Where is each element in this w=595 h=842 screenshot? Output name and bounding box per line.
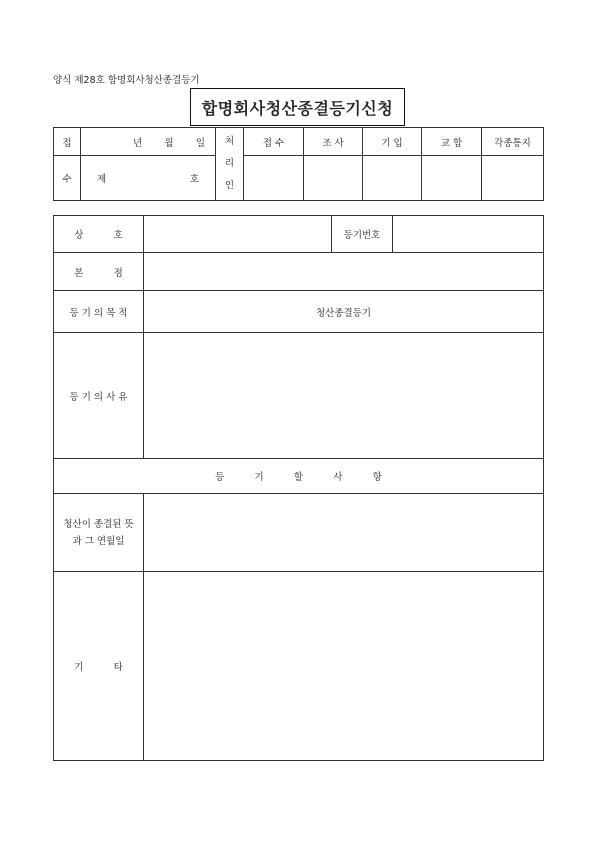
- purpose-label: 등 기 의 목 적: [54, 291, 144, 333]
- processor-char-2: 리: [224, 158, 235, 169]
- liquidation-label: [54, 494, 144, 572]
- other-label: 기 타: [54, 572, 144, 761]
- receipt-table: [53, 127, 544, 201]
- receipt-jeop-label: 접: [54, 128, 81, 156]
- col-header-receive: 접 수: [244, 128, 304, 156]
- col-header-collate: 교 합: [422, 128, 482, 156]
- liquidation-date-field[interactable]: [144, 494, 544, 572]
- head-office-label: 본 점: [54, 253, 144, 291]
- registration-number-label: 등기번호: [332, 216, 393, 253]
- col-header-review: 조 사: [304, 128, 363, 156]
- reason-label: 등 기 의 사 유: [54, 333, 144, 459]
- receive-stamp-field[interactable]: [244, 156, 304, 201]
- liquidation-label-line-1: 청산이 종결된 뜻: [63, 518, 134, 530]
- notice-stamp-field[interactable]: [482, 156, 544, 201]
- month-label: 월: [164, 137, 174, 149]
- review-stamp-field[interactable]: [304, 156, 363, 201]
- section-header: 등 기 할 사 항: [54, 459, 544, 494]
- purpose-value: 청산종결등기: [144, 291, 544, 333]
- entry-stamp-field[interactable]: [363, 156, 422, 201]
- form-number-label: 양식 제28호 합명회사청산종결등기: [53, 75, 200, 86]
- other-field[interactable]: [144, 572, 544, 761]
- receipt-su-label: 수: [54, 156, 81, 201]
- liquidation-label-line-2: 과 그 연월일: [72, 535, 125, 547]
- processor-label: [216, 128, 244, 201]
- company-name-label: 상 호: [54, 216, 144, 253]
- ho-label: 호: [189, 174, 199, 185]
- day-label: 일: [195, 137, 205, 149]
- processor-char-1: 처: [224, 136, 235, 147]
- processor-char-3: 인: [224, 180, 235, 191]
- head-office-field[interactable]: [144, 253, 544, 291]
- registration-number-field[interactable]: [393, 216, 544, 253]
- year-label: 년: [133, 137, 143, 149]
- je-label: 제: [97, 174, 107, 185]
- col-header-notice: 각종통지: [482, 128, 544, 156]
- collate-stamp-field[interactable]: [422, 156, 482, 201]
- application-table: [53, 215, 544, 761]
- receipt-number-cell: [81, 156, 216, 201]
- company-name-field[interactable]: [144, 216, 332, 253]
- reason-field[interactable]: [144, 333, 544, 459]
- document-title: 합명회사청산종결등기신청: [190, 88, 405, 126]
- col-header-entry: 기 입: [363, 128, 422, 156]
- receipt-date-cell: [81, 128, 216, 156]
